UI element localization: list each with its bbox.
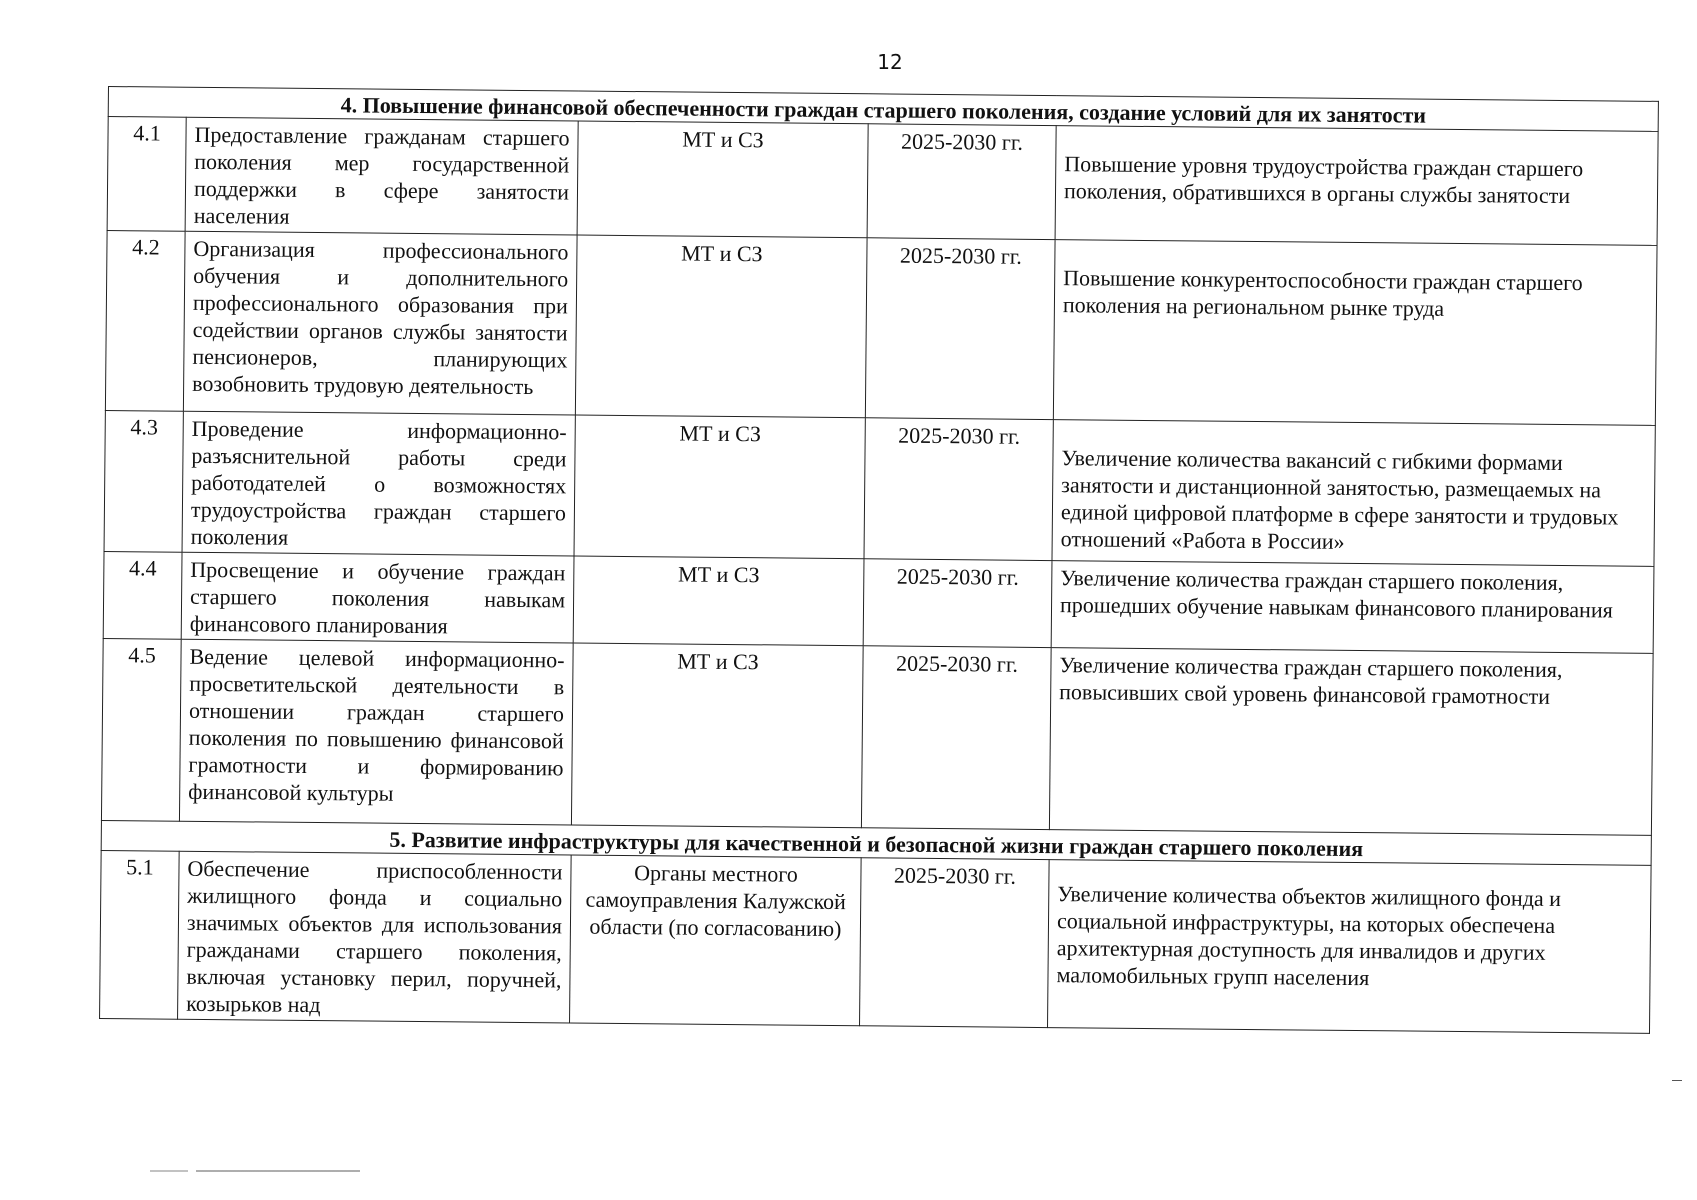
section-title: 5. Развитие инфраструктуры для качественной и безопасной жизни граждан старшего поколения xyxy=(101,820,1651,865)
executor-cell: МТ и СЗ xyxy=(575,235,867,418)
measure-cell: Просвещение и обучение граждан старшего поколения навыкам финансового планирования xyxy=(181,552,574,643)
measure-cell: Ведение целевой информационно-просветительской деятельности в отношении граждан старшего поколения по повышению финансовой грамотности и формированию финансовой культуры xyxy=(179,639,573,825)
measure-cell: Предоставление гражданам старшего поколения мер государственной поддержки в сфере занятости населения xyxy=(185,117,578,235)
period-cell: 2025-2030 гг. xyxy=(864,418,1053,561)
row-number: 4.4 xyxy=(103,551,182,639)
executor-cell: МТ и СЗ xyxy=(574,415,865,559)
period-cell: 2025-2030 гг. xyxy=(865,238,1055,420)
row-number: 4.2 xyxy=(105,230,185,411)
scan-artifact-tick xyxy=(1672,1080,1682,1081)
page-number: 12 xyxy=(877,50,903,74)
result-cell: Увеличение количества объектов жилищного фонда и социальной инфраструктуры, на которых обеспечена архитектурная доступность для инвалидов и других маломобильных групп населения xyxy=(1048,860,1652,1034)
executor-cell: МТ и СЗ xyxy=(577,121,868,238)
period-cell: 2025-2030 гг. xyxy=(860,858,1050,1028)
result-cell: Повышение конкурентоспособности граждан старшего поколения на региональном рынке труда xyxy=(1053,240,1657,426)
measures-table-wrapper xyxy=(99,86,1658,1034)
executor-cell: МТ и СЗ xyxy=(571,643,863,828)
row-number: 4.1 xyxy=(107,117,186,232)
row-number: 4.5 xyxy=(101,638,181,821)
scan-artifact-line xyxy=(150,1170,360,1172)
section-title: 4. Повышение финансовой обеспеченности граждан старшего поколения, создание условий для их занятости xyxy=(108,87,1658,132)
table-row xyxy=(105,230,1657,425)
period-cell: 2025-2030 гг. xyxy=(863,559,1052,648)
executor-cell: Органы местного самоуправления Калужской области (по согласованию) xyxy=(570,855,862,1026)
executor-cell: МТ и СЗ xyxy=(573,556,864,646)
result-cell: Увеличение количества граждан старшего поколения, повысивших свой уровень финансовой грамотности xyxy=(1049,648,1653,836)
table-row xyxy=(100,850,1652,1033)
period-cell: 2025-2030 гг. xyxy=(861,646,1051,830)
table-row xyxy=(107,117,1658,246)
table-row xyxy=(101,638,1653,835)
measure-cell: Проведение информационно-разъяснительной работы среди работодателей о возможностях трудоустройства граждан старшего поколения xyxy=(182,411,575,556)
measure-cell: Обеспечение приспособленности жилищного фонда и социально значимых объектов для использования гражданами старшего поколения, включая установку перил, поручней, козырьков над xyxy=(178,851,572,1023)
result-cell: Увеличение количества вакансий с гибкими формами занятости и дистанционной занятостью, размещаемых на единой цифровой платформе в сфере занятости и трудовых отношений «Работа в России» xyxy=(1052,420,1655,567)
measures-table xyxy=(99,86,1659,1034)
table-row xyxy=(104,410,1655,566)
table-row xyxy=(103,551,1654,653)
result-cell: Увеличение количества граждан старшего поколения, прошедших обучение навыкам финансового планирования xyxy=(1051,561,1654,654)
result-cell: Повышение уровня трудоустройства граждан старшего поколения, обратившихся в органы службы занятости xyxy=(1055,126,1658,246)
row-number: 5.1 xyxy=(100,850,180,1019)
measure-cell: Организация профессионального обучения и дополнительного профессионального образования при содействии органов службы занятости пенсионеров, планирующих возобновить трудовую деятельность xyxy=(183,231,577,415)
row-number: 4.3 xyxy=(104,410,183,552)
period-cell: 2025-2030 гг. xyxy=(867,124,1056,240)
